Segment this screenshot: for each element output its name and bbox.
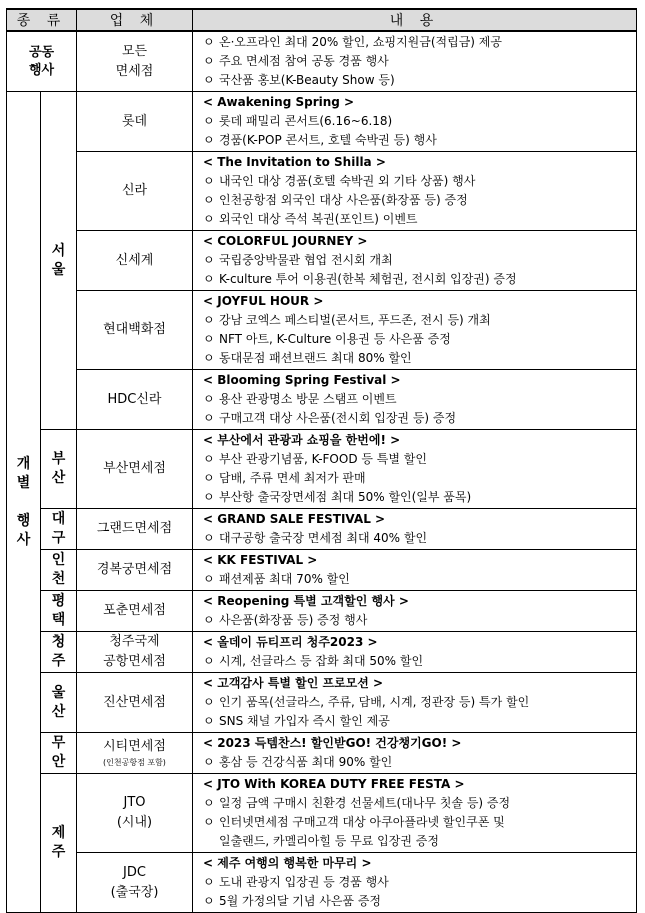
region-char: 무 (51, 735, 66, 751)
type-char: 사 (16, 531, 31, 548)
store-name-cell (77, 509, 193, 550)
event-item (203, 409, 636, 428)
bullet-marker: ㅇ (203, 73, 215, 87)
event-item-text: 구매고객 대상 사은품(전시회 입장권 등) 증정 (219, 411, 457, 425)
header-content: 내 용 (193, 9, 637, 31)
event-item-text: 홍삼 등 건강식품 최대 90% 할인 (219, 755, 393, 769)
bullet-marker: ㅇ (203, 54, 215, 68)
store-name-note: (인천공항점 포함) (103, 758, 166, 767)
event-item-text: 패션제품 최대 70% 할인 (219, 572, 350, 586)
bullet-marker: ㅇ (203, 572, 215, 586)
event-title: < KK FESTIVAL > (203, 553, 318, 567)
table-body (7, 31, 637, 913)
bullet-marker: ㅇ (203, 815, 215, 829)
event-item-text: 부산 관광기념품, K-FOOD 등 특별 할인 (219, 452, 427, 466)
event-item (203, 390, 636, 409)
individual-event-row (7, 853, 637, 913)
event-title: < GRAND SALE FESTIVAL > (203, 512, 386, 526)
individual-event-row (7, 733, 637, 774)
bullet-marker: ㅇ (203, 351, 215, 365)
event-item (203, 311, 636, 330)
store-name: HDC신라 (107, 391, 162, 407)
store-name-cell (77, 92, 193, 152)
event-item (203, 693, 636, 712)
bullet-marker: ㅇ (203, 133, 215, 147)
event-item (203, 652, 636, 671)
region-char: 주 (51, 653, 66, 669)
region-char: 부 (51, 451, 66, 467)
type-label: 공동 행사 (28, 44, 55, 78)
event-item (203, 892, 636, 911)
event-content-cell (193, 550, 637, 591)
type-char: 개 (16, 455, 31, 472)
bullet-marker: ㅇ (203, 471, 215, 485)
event-item-text: 인기 품목(선글라스, 주류, 담배, 시계, 정관장 등) 특가 할인 (219, 695, 530, 709)
store-name-cell (77, 733, 193, 774)
event-item-text: 롯데 패밀리 콘서트(6.16~6.18) (219, 114, 393, 128)
event-title: < JTO With KOREA DUTY FREE FESTA > (203, 777, 465, 791)
event-item-text: 주요 면세점 참여 공동 경품 행사 (219, 54, 389, 68)
event-item (203, 529, 636, 548)
header-row (7, 9, 637, 31)
event-item-text: 국산품 홍보(K-Beauty Show 등) (219, 73, 395, 87)
store-name: 그랜드면세점 (96, 521, 173, 536)
event-content-cell (193, 591, 637, 632)
event-content-cell (193, 152, 637, 231)
header-store: 업 체 (77, 9, 193, 31)
region-cell (41, 673, 77, 733)
event-item (203, 349, 636, 368)
bullet-marker: ㅇ (203, 714, 215, 728)
store-name-cell (77, 152, 193, 231)
individual-event-row (7, 291, 637, 370)
individual-event-row (7, 152, 637, 231)
individual-event-row (7, 430, 637, 509)
store-name-cell (77, 430, 193, 509)
individual-event-row (7, 231, 637, 291)
event-item-text: 경품(K-POP 콘서트, 호텔 숙박권 등) 행사 (219, 133, 437, 147)
event-content-cell (193, 31, 637, 92)
event-item-text: NFT 아트, K-Culture 이용권 등 사은품 증정 (219, 332, 451, 346)
bullet-marker: ㅇ (203, 332, 215, 346)
bullet-marker: ㅇ (203, 313, 215, 327)
bullet-marker: ㅇ (203, 193, 215, 207)
event-item-text: 온·오프라인 최대 20% 할인, 쇼핑지원금(적립금) 제공 (219, 35, 502, 49)
store-name-cell (77, 591, 193, 632)
event-item-text: 시계, 선글라스 등 잡화 최대 50% 할인 (219, 654, 424, 668)
event-item (203, 330, 636, 349)
region-char: 청 (51, 634, 66, 650)
bullet-marker: ㅇ (203, 654, 215, 668)
type-individual-cell (7, 92, 41, 913)
event-item (203, 813, 636, 832)
region-char: 산 (51, 703, 66, 720)
region-char: 대 (51, 511, 66, 527)
event-title: < 2023 득템찬스! 할인받GO! 건강챙기GO! > (203, 736, 462, 750)
event-item-text: 내국인 대상 경품(호텔 숙박권 외 기타 상품) 행사 (219, 174, 476, 188)
event-item (203, 873, 636, 892)
store-name: 면세점 (115, 63, 154, 79)
event-item-text: 사은품(화장품 등) 증정 행사 (219, 613, 368, 627)
bullet-marker: ㅇ (203, 894, 215, 908)
store-name: (출국장) (110, 884, 159, 900)
event-title: < Blooming Spring Festival > (203, 373, 401, 387)
store-name-cell (77, 853, 193, 913)
event-item-text: 국립중앙박물관 협업 전시회 개최 (219, 253, 393, 267)
event-item (203, 794, 636, 813)
individual-event-row (7, 673, 637, 733)
store-name-cell (77, 31, 193, 92)
store-name-cell (77, 291, 193, 370)
event-item-text: 부산항 출국장면세점 최대 50% 할인(일부 품목) (219, 490, 472, 504)
store-name: JTO (123, 795, 146, 810)
region-char: 인 (51, 552, 66, 568)
event-title: < 올데이 듀티프리 청주2023 > (203, 635, 378, 649)
bullet-marker: ㅇ (203, 490, 215, 504)
bullet-marker: ㅇ (203, 392, 215, 406)
event-content-cell (193, 430, 637, 509)
type-common-cell (7, 31, 77, 92)
individual-event-row (7, 591, 637, 632)
type-char (7, 493, 40, 512)
store-name-cell (77, 774, 193, 853)
event-content-cell (193, 673, 637, 733)
event-item-text: K-culture 투어 이용권(한복 체험권, 전시회 입장권) 증정 (219, 272, 517, 286)
store-name: 공항면세점 (103, 654, 166, 669)
event-item-text: 담배, 주류 면세 최저가 판매 (219, 471, 366, 485)
event-item-text: 인터넷면세점 구매고객 대상 아쿠아플라넷 할인쿠폰 및 (219, 815, 505, 829)
event-item-text: 5월 가정의달 기념 사은품 증정 (219, 894, 381, 908)
event-content-cell (193, 92, 637, 152)
type-char: 행 (16, 512, 31, 529)
bullet-marker: ㅇ (203, 253, 215, 267)
event-title: < 부산에서 관광과 쇼핑을 한번에! > (203, 433, 401, 447)
event-content-cell (193, 632, 637, 673)
individual-event-row (7, 550, 637, 591)
store-name: 신라 (121, 183, 148, 198)
region-char: 제 (51, 825, 66, 841)
region-cell (41, 509, 77, 550)
region-char: 산 (51, 470, 66, 486)
bullet-marker: ㅇ (203, 272, 215, 286)
event-item (203, 753, 636, 772)
store-name: 포춘면세점 (103, 603, 166, 618)
event-content-cell (193, 774, 637, 853)
event-item-continued: 일출랜드, 카멜리아힐 등 무료 입장권 증정 (219, 834, 439, 848)
event-item (203, 488, 636, 507)
event-item (203, 270, 636, 289)
individual-event-row (7, 509, 637, 550)
event-item (203, 570, 636, 589)
region-char: 택 (51, 612, 66, 628)
region-char: 구 (51, 530, 66, 546)
event-item-text: 외국인 대상 즉석 복권(포인트) 이벤트 (219, 212, 418, 226)
store-name: 모든 (121, 43, 148, 59)
bullet-marker: ㅇ (203, 875, 215, 889)
region-char: 서 (51, 242, 66, 259)
event-item (203, 52, 636, 71)
event-item-text: 동대문점 패션브랜드 최대 80% 할인 (219, 351, 412, 365)
event-item (203, 251, 636, 270)
event-item (203, 172, 636, 191)
event-item-text: 도내 관광지 입장권 등 경품 행사 (219, 875, 389, 889)
region-char: 주 (51, 844, 66, 860)
store-name: JDC (123, 864, 146, 880)
bullet-marker: ㅇ (203, 114, 215, 128)
store-name: 현대백화점 (103, 322, 166, 337)
store-name-cell (77, 231, 193, 291)
store-name: 시티면세점 (103, 739, 166, 754)
event-content-cell (193, 370, 637, 430)
event-item (203, 131, 636, 150)
individual-event-row (7, 774, 637, 853)
header-type: 종 류 (7, 9, 77, 31)
bullet-marker: ㅇ (203, 212, 215, 226)
region-cell (41, 632, 77, 673)
common-event-row (7, 31, 637, 92)
bullet-marker: ㅇ (203, 452, 215, 466)
event-title: < COLORFUL JOURNEY > (203, 234, 368, 248)
event-title: < 제주 여행의 행복한 마무리 > (203, 856, 372, 870)
event-item (203, 191, 636, 210)
bullet-marker: ㅇ (203, 174, 215, 188)
event-item (203, 712, 636, 731)
store-name: 청주국제 (109, 634, 160, 649)
bullet-marker: ㅇ (203, 613, 215, 627)
region-cell (41, 733, 77, 774)
event-item-text: 일정 금액 구매시 친환경 선물세트(대나무 칫솔 등) 증정 (219, 796, 511, 810)
event-item-text: SNS 채널 가입자 즉시 할인 제공 (219, 714, 390, 728)
individual-event-row (7, 92, 637, 152)
event-content-cell (193, 509, 637, 550)
event-title: < 고객감사 특별 할인 프로모션 > (203, 676, 384, 690)
event-item (203, 33, 636, 52)
bullet-marker: ㅇ (203, 755, 215, 769)
event-title: < Awakening Spring > (203, 95, 355, 109)
store-name-cell (77, 550, 193, 591)
region-cell (41, 550, 77, 591)
event-content-cell (193, 291, 637, 370)
store-name: 롯데 (121, 113, 148, 129)
region-char: 울 (51, 684, 66, 701)
event-content-cell (193, 853, 637, 913)
event-title: < Reopening 특별 고객할인 행사 > (203, 594, 409, 608)
store-name: 신세계 (115, 252, 154, 268)
event-item (203, 112, 636, 131)
region-cell (41, 430, 77, 509)
region-cell (41, 591, 77, 632)
event-content-cell (193, 231, 637, 291)
region-char: 안 (51, 754, 66, 770)
individual-event-row (7, 370, 637, 430)
event-item (203, 210, 636, 229)
region-char: 천 (51, 571, 66, 587)
type-char: 별 (16, 474, 31, 491)
store-name: 진산면세점 (103, 694, 166, 710)
bullet-marker: ㅇ (203, 531, 215, 545)
store-name: 경복궁면세점 (96, 562, 173, 577)
store-name: 부산면세점 (103, 461, 166, 476)
store-name: (시내) (116, 815, 153, 830)
event-item-text: 인천공항점 외국인 대상 사은품(화장품 등) 증정 (219, 193, 468, 207)
duty-free-event-table (6, 8, 637, 913)
region-cell (41, 92, 77, 430)
store-name-cell (77, 632, 193, 673)
store-name-cell (77, 673, 193, 733)
event-item (203, 450, 636, 469)
event-item-text: 용산 관광명소 방문 스탬프 이벤트 (219, 392, 397, 406)
event-item (203, 469, 636, 488)
region-char: 평 (51, 593, 66, 609)
bullet-marker: ㅇ (203, 35, 215, 49)
event-item-text: 강남 코엑스 페스티벌(콘서트, 푸드존, 전시 등) 개최 (219, 313, 491, 327)
event-title: < JOYFUL HOUR > (203, 294, 324, 308)
bullet-marker: ㅇ (203, 695, 215, 709)
store-name-cell (77, 370, 193, 430)
region-char: 울 (51, 261, 66, 278)
event-content-cell (193, 733, 637, 774)
event-title: < The Invitation to Shilla > (203, 155, 386, 169)
region-cell (41, 774, 77, 913)
bullet-marker: ㅇ (203, 796, 215, 810)
event-item (203, 611, 636, 630)
event-item (203, 71, 636, 90)
individual-event-row (7, 632, 637, 673)
event-item-text: 대구공항 출국장 면세점 최대 40% 할인 (219, 531, 428, 545)
bullet-marker: ㅇ (203, 411, 215, 425)
